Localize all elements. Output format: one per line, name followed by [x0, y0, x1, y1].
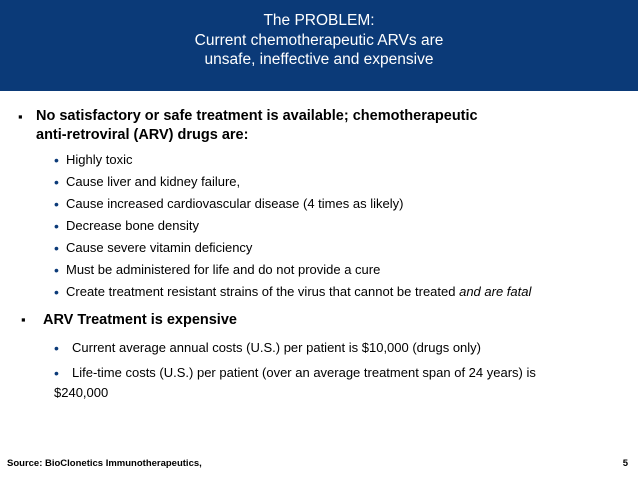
slide-title-line-1: The PROBLEM:: [263, 12, 375, 29]
list-item-text: Cause increased cardiovascular disease (4 times as likely): [66, 196, 404, 211]
list-item-text: Highly toxic: [66, 152, 133, 167]
bullet-dot-icon: •: [54, 365, 59, 381]
list-item-text: Current average annual costs (U.S.) per patient is $10,000 (drugs only): [72, 340, 481, 355]
square-bullet-icon: ▪: [18, 109, 23, 124]
slide-title-line-3: unsafe, ineffective and expensive: [204, 51, 434, 68]
list-item-text-plain: Create treatment resistant strains of the virus that cannot be treated: [66, 284, 460, 299]
bullet-dot-icon: •: [54, 174, 59, 190]
list-item-text: Must be administered for life and do not provide a cure: [66, 262, 381, 277]
list-item-text: Decrease bone density: [66, 218, 199, 233]
bullet-heading: [36, 107, 596, 145]
list-item-text: [66, 283, 531, 301]
title-banner: [0, 0, 638, 91]
bullet-heading-line-2: anti-retroviral (ARV) drugs are:: [36, 127, 249, 143]
bullet-dot-icon: •: [54, 196, 59, 212]
slide-title: [0, 11, 638, 70]
list-item-text: Cause severe vitamin deficiency: [66, 240, 253, 255]
list-item-text-emphasis: and are fatal: [459, 284, 532, 299]
list-item-text-continuation: $240,000: [54, 385, 109, 400]
source-note: Source: BioClonetics Immunotherapeutics,: [7, 458, 202, 469]
bullet-dot-icon: •: [54, 218, 59, 234]
page-number: 5: [622, 458, 628, 469]
bullet-heading: ARV Treatment is expensive: [43, 312, 237, 328]
list-item-text: Life-time costs (U.S.) per patient (over an average treatment span of 24 years) is: [72, 365, 536, 380]
square-bullet-icon: ▪: [21, 312, 26, 327]
bullet-dot-icon: •: [54, 284, 59, 300]
bullet-heading-line-1: No satisfactory or safe treatment is available; chemotherapeutic: [36, 108, 478, 124]
list-item-text: Cause liver and kidney failure,: [66, 174, 241, 189]
bullet-dot-icon: •: [54, 240, 59, 256]
bullet-dot-icon: •: [54, 262, 59, 278]
slide-title-line-2: Current chemotherapeutic ARVs are: [194, 31, 444, 49]
bullet-dot-icon: •: [54, 340, 59, 356]
bullet-dot-icon: •: [54, 152, 59, 168]
